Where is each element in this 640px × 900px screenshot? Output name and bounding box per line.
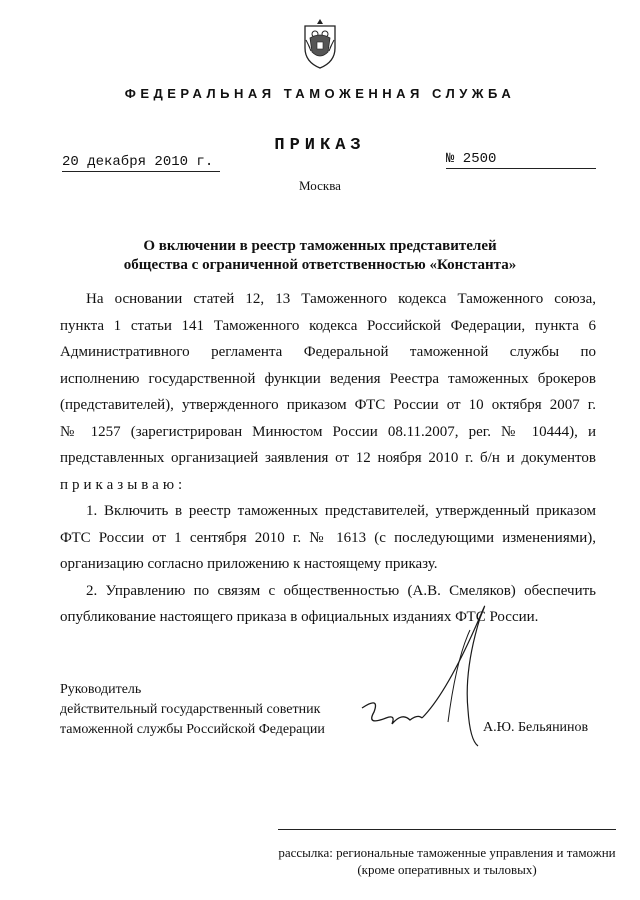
body-line: (представителей), утвержденного приказом ФТС России от 10 октября 2007 г.: [60, 397, 596, 413]
signatory-line: действительный государственный советник: [60, 702, 321, 717]
signatory-line: Руководитель: [60, 682, 142, 697]
order-word: приказываю:: [60, 476, 187, 493]
distribution-line: (кроме оперативных и тыловых): [357, 862, 537, 877]
city: Москва: [299, 178, 341, 193]
body-line: На основании статей 12, 13 Таможенного кодекса Таможенного союза,: [86, 291, 596, 307]
handwritten-signature: [352, 600, 502, 750]
order-date: 20 декабря 2010 г.: [62, 154, 220, 172]
order-title: [80, 237, 560, 275]
agency-name: ФЕДЕРАЛЬНАЯ ТАМОЖЕННАЯ СЛУЖБА: [124, 86, 516, 101]
body-line: опубликование настоящего приказа в официальных изданиях ФТС России.: [60, 609, 539, 625]
body-line: 1. Включить в реестр таможенных представителей, утвержденный приказом: [86, 503, 596, 519]
order-body: [60, 286, 596, 631]
distribution-note: [278, 844, 616, 878]
title-line: О включении в реестр таможенных представителей: [143, 238, 497, 254]
body-line: № 1257 (зарегистрирован Минюстом России 08.11.2007, рег. № 10444), и: [60, 423, 596, 440]
title-line: общества с ограниченной ответственностью «Константа»: [123, 257, 517, 273]
body-line: ФТС России от 1 сентября 2010 г. № 1613 (с последующими изменениями),: [60, 529, 596, 546]
body-line: пункта 1 статьи 141 Таможенного кодекса Российской Федерации, пункта 6: [60, 317, 596, 334]
distribution-divider: [278, 829, 616, 830]
body-line: организацию согласно приложению к настоящему приказу.: [60, 556, 438, 572]
order-number: № 2500: [446, 151, 596, 169]
signatory-title: [60, 680, 325, 740]
signatory-line: таможенной службы Российской Федерации: [60, 722, 325, 737]
body-line: 2. Управлению по связям с общественностью (А.В. Смеляков) обеспечить: [86, 582, 596, 599]
coat-of-arms-icon: [300, 18, 340, 70]
signer-name: А.Ю. Бельянинов: [483, 720, 589, 735]
body-line: исполнению государственной функции ведения Реестра таможенных брокеров: [60, 370, 596, 387]
body-line: представленных организацией заявления от 12 ноября 2010 г. б/н и документов: [60, 450, 596, 466]
body-line: Административного регламента Федеральной таможенной службы по: [60, 344, 596, 360]
distribution-line: рассылка: региональные таможенные управления и таможни: [278, 845, 616, 860]
document-type: ПРИКАЗ: [274, 136, 366, 155]
